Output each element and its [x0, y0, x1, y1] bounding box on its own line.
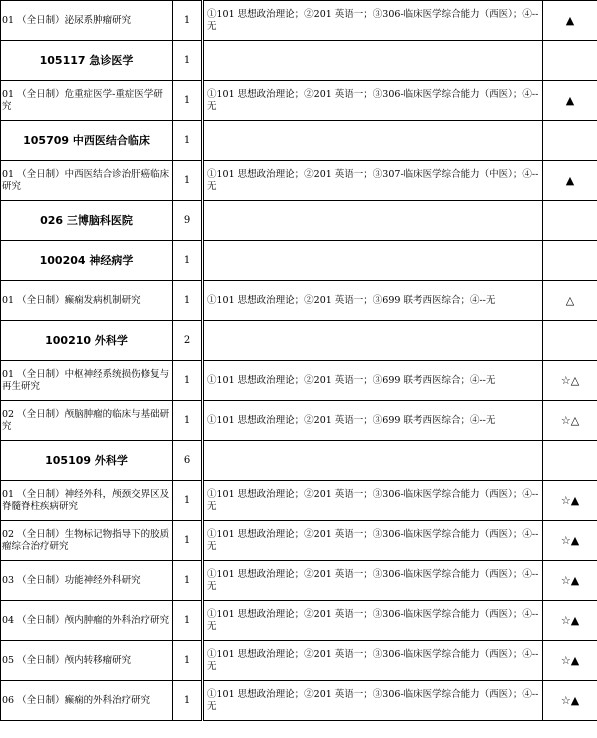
exam-subjects-cell — [203, 121, 543, 161]
remark-symbol-cell: ☆▲ — [543, 641, 597, 681]
remark-symbol-cell: ☆▲ — [543, 681, 597, 721]
research-direction-cell: 01 （全日制）中枢神经系统损伤修复与再生研究 — [1, 361, 173, 401]
enrollment-count-cell: 1 — [173, 561, 203, 601]
table-row — [1, 601, 597, 641]
enrollment-count-cell: 1 — [173, 121, 203, 161]
section-title-cell: 105109 外科学 — [1, 441, 173, 481]
enrollment-count-cell: 1 — [173, 161, 203, 201]
exam-subjects-cell: ①101 思想政治理论；②201 英语一；③699 联考西医综合；④--无 — [203, 281, 543, 321]
section-header-row — [1, 201, 597, 241]
exam-subjects-cell: ①101 思想政治理论；②201 英语一；③306-临床医学综合能力（西医）；④--无 — [203, 481, 543, 521]
exam-subjects-cell: ①101 思想政治理论；②201 英语一；③306-临床医学综合能力（西医）；④--无 — [203, 81, 543, 121]
enrollment-count-cell: 1 — [173, 281, 203, 321]
remark-symbol-cell: ☆▲ — [543, 521, 597, 561]
exam-subjects-cell: ①101 思想政治理论；②201 英语一；③307-临床医学综合能力（中医）；④--无 — [203, 161, 543, 201]
table-body — [1, 1, 597, 721]
table-row — [1, 361, 597, 401]
exam-subjects-cell — [203, 201, 543, 241]
enrollment-count-cell: 2 — [173, 321, 203, 361]
exam-subjects-cell: ①101 思想政治理论；②201 英语一；③306-临床医学综合能力（西医）；④--无 — [203, 561, 543, 601]
exam-subjects-cell: ①101 思想政治理论；②201 英语一；③306-临床医学综合能力（西医）；④--无 — [203, 601, 543, 641]
remark-symbol-cell: ▲ — [543, 1, 597, 41]
exam-subjects-cell — [203, 321, 543, 361]
exam-subjects-cell: ①101 思想政治理论；②201 英语一；③306-临床医学综合能力（西医）；④--无 — [203, 1, 543, 41]
exam-subjects-cell: ①101 思想政治理论；②201 英语一；③699 联考西医综合；④--无 — [203, 401, 543, 441]
research-direction-cell: 01 （全日制）中西医结合诊治肝癌临床研究 — [1, 161, 173, 201]
table-row — [1, 161, 597, 201]
enrollment-count-cell: 1 — [173, 1, 203, 41]
research-direction-cell: 05 （全日制）颅内转移瘤研究 — [1, 641, 173, 681]
research-direction-cell: 01 （全日制）神经外科，颅颈交界区及脊髓脊柱疾病研究 — [1, 481, 173, 521]
enrollment-count-cell: 1 — [173, 601, 203, 641]
research-direction-cell: 04 （全日制）颅内肿瘤的外科治疗研究 — [1, 601, 173, 641]
exam-subjects-cell: ①101 思想政治理论；②201 英语一；③306-临床医学综合能力（西医）；④--无 — [203, 521, 543, 561]
section-title-cell: 100204 神经病学 — [1, 241, 173, 281]
enrollment-count-cell: 1 — [173, 81, 203, 121]
section-header-row — [1, 41, 597, 81]
research-direction-cell: 02 （全日制）颅脑肿瘤的临床与基础研究 — [1, 401, 173, 441]
table-row — [1, 281, 597, 321]
section-header-row — [1, 241, 597, 281]
exam-subjects-cell: ①101 思想政治理论；②201 英语一；③306-临床医学综合能力（西医）；④--无 — [203, 641, 543, 681]
table-row — [1, 561, 597, 601]
enrollment-count-cell: 9 — [173, 201, 203, 241]
enrollment-count-cell: 1 — [173, 681, 203, 721]
research-direction-cell: 02 （全日制）生物标记物指导下的胶质瘤综合治疗研究 — [1, 521, 173, 561]
enrollment-count-cell: 1 — [173, 41, 203, 81]
enrollment-count-cell: 1 — [173, 481, 203, 521]
remark-symbol-cell: ▲ — [543, 161, 597, 201]
remark-symbol-cell — [543, 241, 597, 281]
enrollment-count-cell: 1 — [173, 641, 203, 681]
exam-subjects-cell — [203, 441, 543, 481]
remark-symbol-cell: ☆△ — [543, 401, 597, 441]
remark-symbol-cell — [543, 41, 597, 81]
exam-subjects-cell: ①101 思想政治理论；②201 英语一；③699 联考西医综合；④--无 — [203, 361, 543, 401]
exam-subjects-cell — [203, 41, 543, 81]
enrollment-count-cell: 6 — [173, 441, 203, 481]
enrollment-count-cell: 1 — [173, 521, 203, 561]
exam-subjects-cell — [203, 241, 543, 281]
research-direction-cell: 01 （全日制）危重症医学-重症医学研究 — [1, 81, 173, 121]
section-header-row — [1, 121, 597, 161]
remark-symbol-cell: ▲ — [543, 81, 597, 121]
table-row — [1, 81, 597, 121]
table-row — [1, 681, 597, 721]
remark-symbol-cell — [543, 201, 597, 241]
research-direction-cell: 01 （全日制）癫痫发病机制研究 — [1, 281, 173, 321]
table-row — [1, 481, 597, 521]
section-header-row — [1, 441, 597, 481]
exam-subjects-cell: ①101 思想政治理论；②201 英语一；③306-临床医学综合能力（西医）；④--无 — [203, 681, 543, 721]
research-direction-cell: 01 （全日制）泌尿系肿瘤研究 — [1, 1, 173, 41]
section-title-cell: 105709 中西医结合临床 — [1, 121, 173, 161]
enrollment-count-cell: 1 — [173, 361, 203, 401]
research-direction-cell: 03 （全日制）功能神经外科研究 — [1, 561, 173, 601]
remark-symbol-cell — [543, 441, 597, 481]
section-title-cell: 105117 急诊医学 — [1, 41, 173, 81]
remark-symbol-cell — [543, 321, 597, 361]
enrollment-count-cell: 1 — [173, 241, 203, 281]
remark-symbol-cell — [543, 121, 597, 161]
section-title-cell: 100210 外科学 — [1, 321, 173, 361]
section-header-row — [1, 321, 597, 361]
table-row — [1, 401, 597, 441]
section-title-cell: 026 三博脑科医院 — [1, 201, 173, 241]
remark-symbol-cell: ☆▲ — [543, 601, 597, 641]
table-row — [1, 1, 597, 41]
remark-symbol-cell: ☆▲ — [543, 481, 597, 521]
remark-symbol-cell: ☆△ — [543, 361, 597, 401]
remark-symbol-cell: ☆▲ — [543, 561, 597, 601]
table-row — [1, 641, 597, 681]
remark-symbol-cell: △ — [543, 281, 597, 321]
enrollment-count-cell: 1 — [173, 401, 203, 441]
research-direction-cell: 06 （全日制）癫痫的外科治疗研究 — [1, 681, 173, 721]
table-row — [1, 521, 597, 561]
